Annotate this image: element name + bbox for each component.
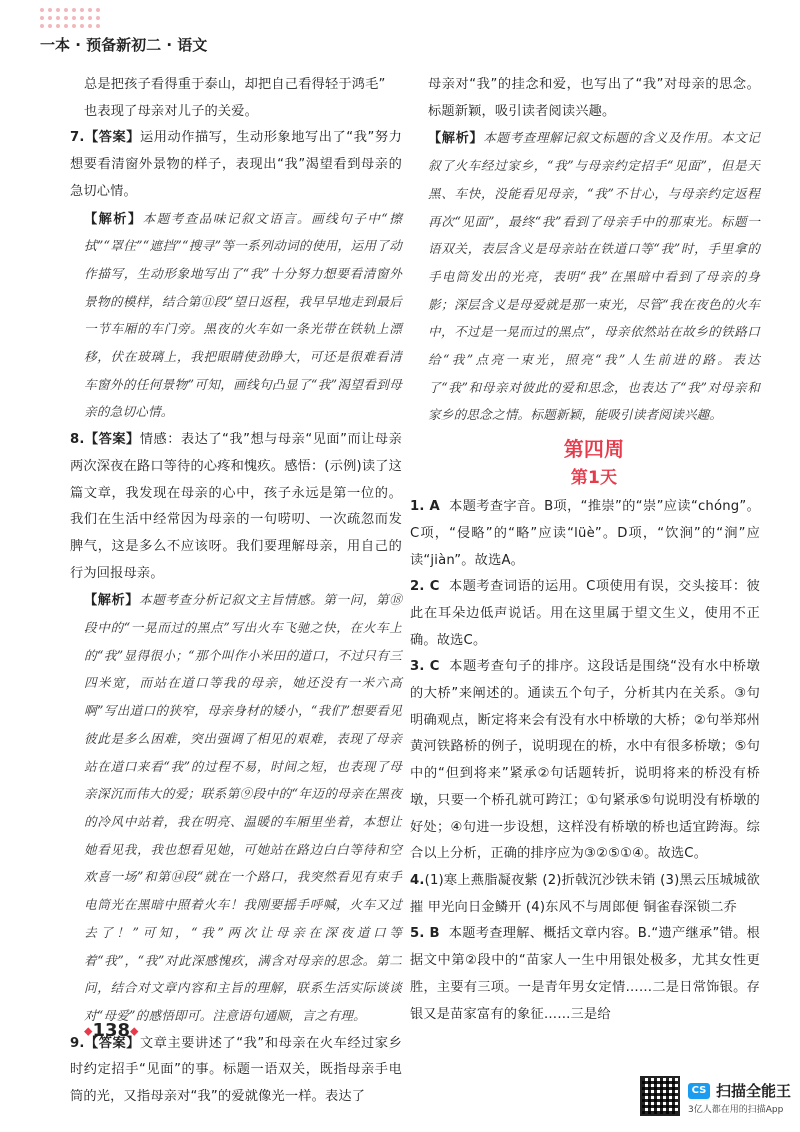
day1-question-5	[410, 921, 760, 1028]
left-column	[70, 72, 402, 1111]
answer-tag: 【答案】	[84, 432, 140, 448]
decorative-dot-grid	[40, 8, 100, 32]
scanner-brand-slogan: 3亿人都在用的扫描App	[688, 1105, 784, 1115]
day1-question-3-text: 本题考查句子的排序。这段话是围绕“没有水中桥墩的大桥”来阐述的。通读五个句子，分析其内在关系。③句明确观点，断定将来会有没有水中桥墩的大桥；②句举郑州黄河铁路桥的例子，说明现在的桥，水中有很多桥墩；⑤句中的“但到将来”紧承②句话题转折，说明将来的桥没有桥墩，只要一个桥孔就可跨江；①句紧承⑤句说明没有桥墩的好处；④句进一步设想，这样没有桥墩的桥也适宜跨海。综合以上分析，正确的排序应为③②⑤①④。故选C。	[410, 659, 760, 862]
question-9-analysis-text: 本题考查理解记叙文标题的含义及作用。本文记叙了火车经过家乡，“我”与母亲约定招手“见面”，但是天黑、车快，没能看见母亲，“我”不甘心，与母亲约定返程再次“见面”，最终“我”看到了母亲手中的那束光。标题一语双关，表层含义是母亲站在铁道口等“我”时，手里拿的手电筒发出的光亮，表明“我”在黑暗中看到了母亲的身影；深层含义是母爱就是那一束光，尽管“我在夜色的火车中，不过是一晃而过的黑点”，母亲依然站在故乡的铁路口给“我”点亮一束光，照亮“我”人生前进的路。表达了“我”和母亲对彼此的爱和思念，也表达了“我”对母亲和家乡的思念之情。标题新颖，能吸引读者阅读兴趣。	[428, 130, 760, 423]
question-9-answer	[70, 1031, 402, 1111]
running-header: 一本 · 预备新初二 · 语文	[40, 36, 208, 54]
question-7-answer	[70, 125, 402, 205]
right-column	[410, 72, 760, 1028]
day1-question-3-number: 3. C	[410, 659, 440, 675]
question-8-analysis-text: 本题考查分析记叙文主旨情感。第一问，第⑱段中的“一晃而过的黑点”写出火车飞驰之快，在火车上的“我”显得很小；“那个叫作小米田的道口，不过只有三四米宽，而站在道口等我的母亲，她还没有一米六高啊”写出道口的狭窄，母亲身材的矮小，“我们”想要看见彼此是多么困难，突出强调了相见的艰难，表现了母亲站在道口来看“我”的过程不易，时间之短，也表现了母亲深沉而伟大的爱；联系第⑨段中的“年迈的母亲在黑夜的冷风中站着，我在明亮、温暖的车厢里坐着，本想让她看见我，我也想看见她，可她站在路边白白等待和空欢喜一场”和第⑭段“就在一个路口，我突然看见有束手电筒光在黑暗中照着火车！我刚要摇手呼喊，火车又过去了！”可知，“我”两次让母亲在深夜道口等着“我”，“我”对此深感愧疚，满含对母亲的思念。第二问，结合对文章内容和主旨的理解，联系生活实际谈谈对“母爱”的感悟即可。注意语句通顺，言之有理。	[84, 592, 402, 1023]
answer-continuation-line-2: 也表现了母亲对儿子的关爱。	[84, 103, 259, 119]
analysis-tag: 【解析】	[428, 131, 484, 147]
question-9-analysis	[428, 125, 760, 430]
answer-continuation	[84, 72, 402, 125]
qr-code-icon	[640, 1076, 680, 1116]
question-7-number: 7.	[70, 130, 85, 146]
answer-tag: 【答案】	[84, 1035, 140, 1051]
answer-continuation-line-1: 总是把孩子看得重于泰山，却把自己看得轻于鸿毛”	[84, 77, 386, 92]
question-9-number: 9.	[70, 1035, 85, 1051]
day1-question-2-number: 2. C	[410, 579, 440, 595]
diamond-icon: ◆	[130, 1024, 139, 1038]
day1-question-4	[410, 868, 760, 921]
diamond-icon: ◆	[84, 1024, 93, 1038]
analysis-tag: 【解析】	[84, 593, 140, 609]
question-8-answer	[70, 427, 402, 587]
day1-question-2-text: 本题考查词语的运用。C项使用有误，交头接耳：彼此在耳朵边低声说话。用在这里属于望文生义，使用不正确。故选C。	[410, 579, 760, 648]
day1-question-5-number: 5. B	[410, 926, 440, 942]
day1-question-4-text: (1)寒上燕脂凝夜紫 (2)折戟沉沙铁未销 (3)黑云压城城欲摧 甲光向日金鳞开 (4)东风不与周郎便 铜雀春深锁二乔	[410, 872, 760, 915]
camscanner-logo-icon: CS	[688, 1083, 710, 1099]
week-heading: 第四周	[563, 437, 625, 462]
question-8-analysis	[84, 587, 402, 1030]
day1-question-3	[410, 654, 760, 868]
page-number-text: 138	[92, 1020, 131, 1041]
question-7-answer-text: 运用动作描写，生动形象地写出了“我”努力想要看清窗外景物的样子，表现出“我”渴望看到母亲的急切心情。	[70, 130, 402, 199]
question-9-answer-continuation: 母亲对“我”的挂念和爱，也写出了“我”对母亲的思念。标题新颖，吸引读者阅读兴趣。	[428, 77, 760, 119]
question-7-analysis	[84, 206, 402, 428]
question-8-answer-text: 情感：表达了“我”想与母亲“见面”而让母亲两次深夜在路口等待的心疼和愧疚。感悟：(示例)读了这篇文章，我发现在母亲的心中，孩子永远是第一位的。我们在生活中经常因为母亲的一句唠叨、一次疏忽而发脾气，这是多么不应该呀。我们要理解母亲，用自己的行为回报母亲。	[70, 432, 402, 581]
day1-question-1-text: 本题考查字音。B项，“推崇”的“崇”应读“chóng”。C项，“侵略”的“略”应读“lüè”。D项，“饮涧”的“涧”应读“jiàn”。故选A。	[410, 499, 760, 568]
page-number	[84, 1020, 139, 1041]
analysis-tag: 【解析】	[84, 211, 143, 227]
answer-tag: 【答案】	[84, 130, 140, 146]
scanner-brand-name: 扫描全能王	[716, 1082, 792, 1100]
question-8-number: 8.	[70, 432, 85, 448]
scanner-watermark	[688, 1080, 791, 1101]
day-heading: 第1天	[570, 468, 618, 489]
day1-question-4-number: 4.	[410, 872, 425, 888]
day1-question-1-number: 1. A	[410, 499, 440, 515]
day1-question-2	[410, 574, 760, 654]
question-7-analysis-text: 本题考查品味记叙文语言。画线句子中“擦拭”“罩住”“遮挡”“搜寻”等一系列动词的使用，运用了动作描写，生动形象地写出了“我”十分努力想要看清窗外景物的模样，结合第⑪段“望日返程，我早早地走到最后一节车厢的车门旁。黑夜的火车如一条光带在铁轨上漂移，伏在玻璃上，我把眼睛使劲睁大，可还是很难看清车窗外的任何景物”可知，画线句凸显了“我”渴望看到母亲的急切心情。	[84, 210, 402, 420]
question-9-answer-text: 文章主要讲述了“我”和母亲在火车经过家乡时约定招手“见面”的事。标题一语双关，既指母亲手电筒的光，又指母亲对“我”的爱就像光一样。表达了	[70, 1035, 402, 1105]
day1-question-5-text: 本题考查理解、概括文章内容。B.“遗产继承”错。根据文中第②段中的“苗家人一生中用银处极多，尤其女性更胜，主要有三项。一是青年男女定情……二是日常饰银。存银又是苗家富有的象征……三是给	[410, 926, 760, 1022]
day1-question-1	[410, 494, 760, 574]
